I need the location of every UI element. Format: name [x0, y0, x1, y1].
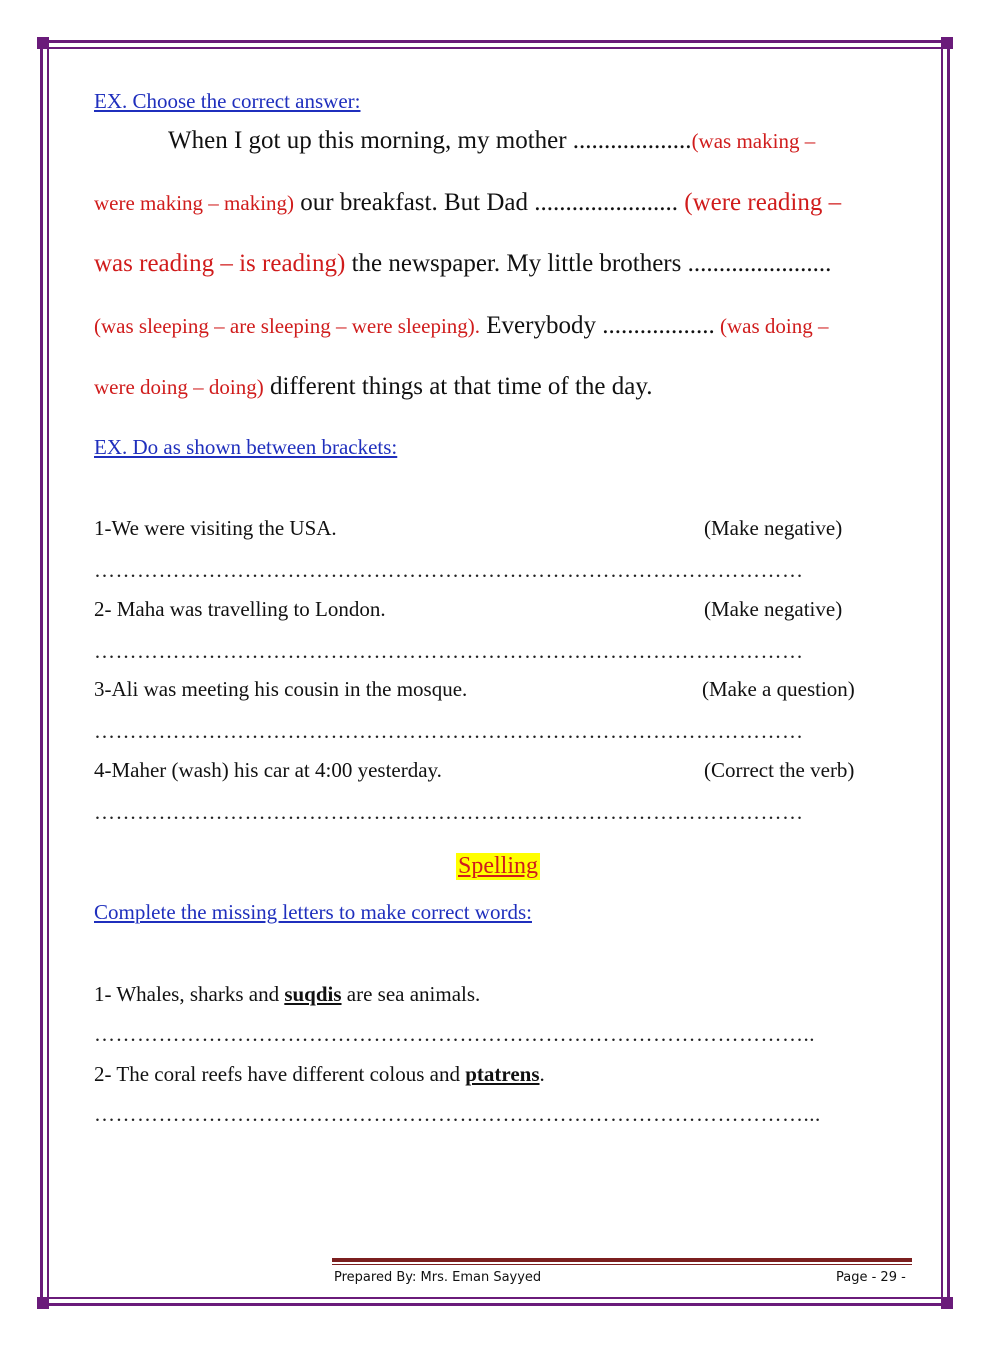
spelling-answer-line-2[interactable]: ………………………………………………………………………………………...: [94, 1102, 821, 1126]
ex1-line-3-text: the newspaper. My little brothers .......................: [345, 250, 832, 277]
spelling-item-1-pre: 1- Whales, sharks and: [94, 982, 285, 1006]
ex2-heading: EX. Do as shown between brackets:: [94, 435, 398, 459]
spelling-scrambled-word-2: ptatrens: [465, 1062, 540, 1086]
spelling-title: Spelling: [458, 853, 539, 879]
ex1-option-2b: was reading – is reading): [94, 250, 346, 277]
spelling-item-1: [94, 982, 480, 1007]
ex2-answer-line-4[interactable]: ………………………………………………………………………………………: [94, 800, 804, 824]
ex1-line-5-text: different things at that time of the day.: [263, 373, 653, 400]
spelling-item-2-post: .: [539, 1062, 545, 1086]
ex1-line-3: [94, 250, 906, 278]
spelling-answer-line-1[interactable]: ………………………………………………………………………………………..: [94, 1022, 815, 1046]
border-corner-tr: [941, 37, 953, 49]
ex2-answer-line-1[interactable]: ………………………………………………………………………………………: [94, 558, 804, 582]
spelling-item-2-pre: 2- The coral reefs have different colous and: [94, 1062, 466, 1086]
spelling-scrambled-word-1: suqdis: [284, 982, 342, 1006]
ex1-line-4: [94, 312, 906, 340]
ex1-line-2: [94, 189, 906, 217]
ex1-line-4-text: Everybody ..................: [480, 312, 715, 339]
ex1-line-1: [94, 127, 980, 155]
ex1-option-2a: (were reading –: [678, 189, 842, 216]
ex2-item-1: 1-We were visiting the USA.: [94, 516, 337, 540]
ex1-line-2-text: our breakfast. But Dad .......................: [294, 189, 678, 216]
border-corner-br: [941, 1297, 953, 1309]
ex1-option-1b: were making – making): [94, 191, 295, 215]
ex1-heading: EX. Choose the correct answer:: [94, 89, 361, 113]
footer-rule-thick: [332, 1258, 912, 1262]
ex2-item-3: 3-Ali was meeting his cousin in the mosque.: [94, 677, 468, 701]
ex2-answer-line-3[interactable]: ………………………………………………………………………………………: [94, 719, 804, 743]
ex2-item-4: 4-Maher (wash) his car at 4:00 yesterday.: [94, 758, 442, 782]
footer-rule-thin: [332, 1264, 912, 1265]
footer-page-number: Page - 29 -: [836, 1270, 906, 1285]
ex2-answer-line-2[interactable]: ………………………………………………………………………………………: [94, 639, 804, 663]
spelling-item-2: [94, 1062, 545, 1087]
ex1-option-1a: (was making –: [691, 129, 816, 153]
ex2-instruction-3: (Make a question): [702, 677, 855, 701]
ex1-line-5: [94, 373, 906, 401]
ex1-option-4a: (was doing –: [714, 314, 829, 338]
ex2-instruction-4: (Correct the verb): [704, 758, 855, 782]
ex1-line-1-text: When I got up this morning, my mother ...................: [168, 127, 692, 154]
ex2-instruction-1: (Make negative): [704, 516, 843, 540]
ex1-option-3: (was sleeping – are sleeping – were sleeping).: [94, 314, 481, 338]
ex2-item-2: 2- Maha was travelling to London.: [94, 597, 386, 621]
spelling-heading: Complete the missing letters to make correct words:: [94, 900, 532, 924]
ex1-option-4b: were doing – doing): [94, 375, 264, 399]
border-corner-tl: [37, 37, 49, 49]
footer-author: Prepared By: Mrs. Eman Sayyed: [334, 1270, 542, 1285]
spelling-item-1-post: are sea animals.: [341, 982, 481, 1006]
border-corner-bl: [37, 1297, 49, 1309]
ex2-instruction-2: (Make negative): [704, 597, 843, 621]
